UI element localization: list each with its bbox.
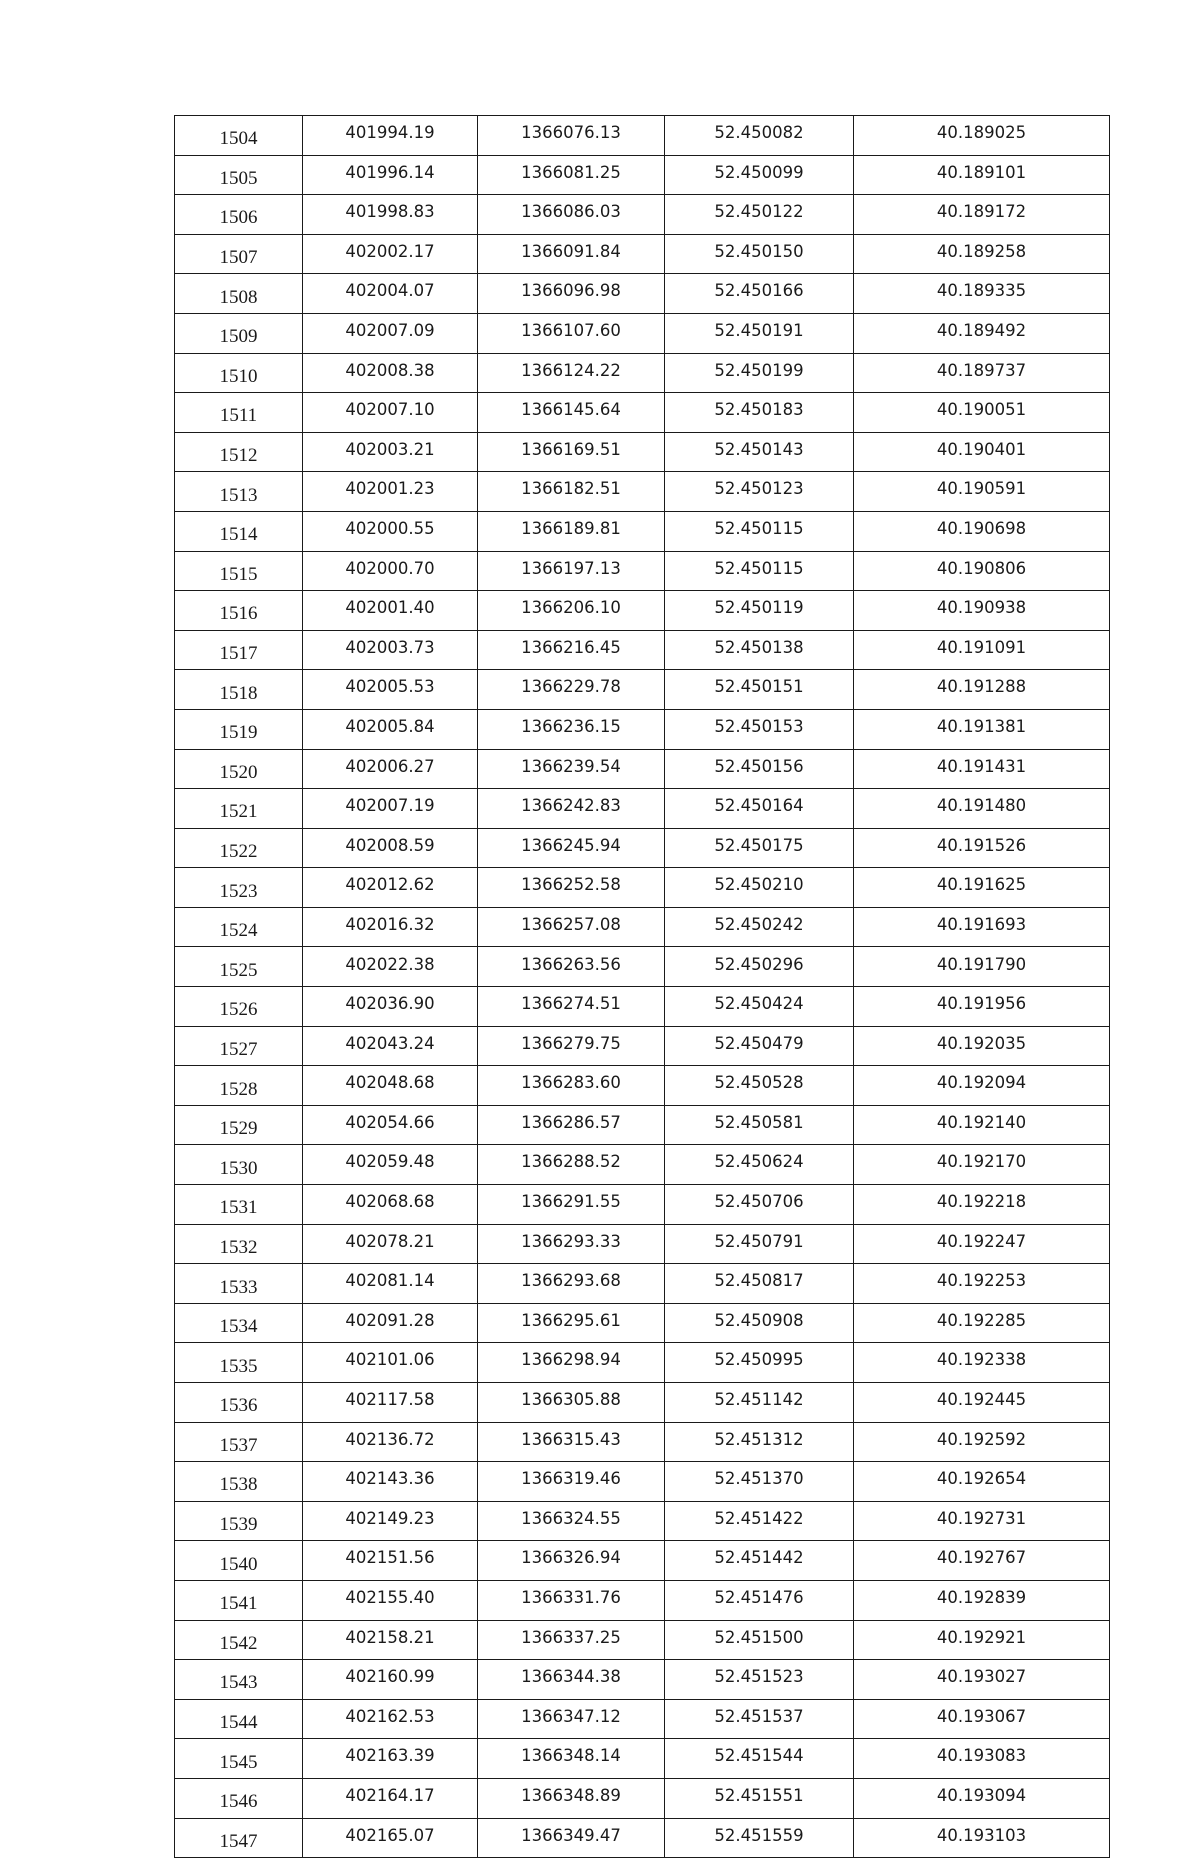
y-coordinate-cell: 1366291.55 [478, 1185, 665, 1225]
longitude-cell: 40.189025 [854, 116, 1110, 156]
x-coordinate-cell: 402091.28 [303, 1303, 478, 1343]
longitude-cell: 40.192285 [854, 1303, 1110, 1343]
latitude-cell: 52.450082 [665, 116, 854, 156]
table-row [175, 1383, 1110, 1423]
table-row [175, 1818, 1110, 1858]
x-coordinate-cell: 402155.40 [303, 1580, 478, 1620]
latitude-cell: 52.450119 [665, 591, 854, 631]
longitude-cell: 40.193094 [854, 1778, 1110, 1818]
table-row [175, 1224, 1110, 1264]
longitude-cell: 40.192140 [854, 1105, 1110, 1145]
table-row [175, 1105, 1110, 1145]
table-row [175, 947, 1110, 987]
latitude-cell: 52.451523 [665, 1660, 854, 1700]
latitude-cell: 52.451422 [665, 1501, 854, 1541]
latitude-cell: 52.450791 [665, 1224, 854, 1264]
table-row [175, 393, 1110, 433]
longitude-cell: 40.192767 [854, 1541, 1110, 1581]
y-coordinate-cell: 1366347.12 [478, 1699, 665, 1739]
point-number-cell: 1537 [175, 1422, 303, 1462]
x-coordinate-cell: 402078.21 [303, 1224, 478, 1264]
table-row [175, 670, 1110, 710]
y-coordinate-cell: 1366096.98 [478, 274, 665, 314]
y-coordinate-cell: 1366182.51 [478, 472, 665, 512]
y-coordinate-cell: 1366245.94 [478, 828, 665, 868]
point-number-cell: 1538 [175, 1462, 303, 1502]
y-coordinate-cell: 1366348.14 [478, 1739, 665, 1779]
latitude-cell: 52.451537 [665, 1699, 854, 1739]
y-coordinate-cell: 1366331.76 [478, 1580, 665, 1620]
y-coordinate-cell: 1366283.60 [478, 1066, 665, 1106]
y-coordinate-cell: 1366229.78 [478, 670, 665, 710]
y-coordinate-cell: 1366319.46 [478, 1462, 665, 1502]
table-row [175, 1264, 1110, 1304]
y-coordinate-cell: 1366288.52 [478, 1145, 665, 1185]
table-row [175, 1501, 1110, 1541]
longitude-cell: 40.191480 [854, 789, 1110, 829]
longitude-cell: 40.191693 [854, 907, 1110, 947]
table-row [175, 1580, 1110, 1620]
longitude-cell: 40.190401 [854, 432, 1110, 472]
x-coordinate-cell: 402016.32 [303, 907, 478, 947]
point-number-cell: 1546 [175, 1778, 303, 1818]
point-number-cell: 1524 [175, 907, 303, 947]
point-number-cell: 1533 [175, 1264, 303, 1304]
latitude-cell: 52.451142 [665, 1383, 854, 1423]
longitude-cell: 40.189172 [854, 195, 1110, 235]
y-coordinate-cell: 1366076.13 [478, 116, 665, 156]
latitude-cell: 52.451442 [665, 1541, 854, 1581]
longitude-cell: 40.191381 [854, 709, 1110, 749]
table-row [175, 868, 1110, 908]
longitude-cell: 40.192035 [854, 1026, 1110, 1066]
point-number-cell: 1539 [175, 1501, 303, 1541]
x-coordinate-cell: 402043.24 [303, 1026, 478, 1066]
point-number-cell: 1517 [175, 630, 303, 670]
table-row [175, 155, 1110, 195]
table-row [175, 1778, 1110, 1818]
y-coordinate-cell: 1366305.88 [478, 1383, 665, 1423]
longitude-cell: 40.190698 [854, 511, 1110, 551]
y-coordinate-cell: 1366344.38 [478, 1660, 665, 1700]
latitude-cell: 52.451476 [665, 1580, 854, 1620]
point-number-cell: 1523 [175, 868, 303, 908]
table-row [175, 313, 1110, 353]
latitude-cell: 52.451544 [665, 1739, 854, 1779]
table-row [175, 551, 1110, 591]
x-coordinate-cell: 402000.55 [303, 511, 478, 551]
y-coordinate-cell: 1366216.45 [478, 630, 665, 670]
y-coordinate-cell: 1366326.94 [478, 1541, 665, 1581]
x-coordinate-cell: 402007.19 [303, 789, 478, 829]
x-coordinate-cell: 402117.58 [303, 1383, 478, 1423]
table-row [175, 749, 1110, 789]
latitude-cell: 52.450156 [665, 749, 854, 789]
point-number-cell: 1522 [175, 828, 303, 868]
latitude-cell: 52.451559 [665, 1818, 854, 1858]
y-coordinate-cell: 1366197.13 [478, 551, 665, 591]
table-row [175, 1185, 1110, 1225]
point-number-cell: 1542 [175, 1620, 303, 1660]
x-coordinate-cell: 402151.56 [303, 1541, 478, 1581]
point-number-cell: 1516 [175, 591, 303, 631]
point-number-cell: 1535 [175, 1343, 303, 1383]
y-coordinate-cell: 1366349.47 [478, 1818, 665, 1858]
coordinates-table [174, 115, 1110, 1858]
latitude-cell: 52.450115 [665, 551, 854, 591]
longitude-cell: 40.192338 [854, 1343, 1110, 1383]
table-row [175, 1660, 1110, 1700]
latitude-cell: 52.450210 [665, 868, 854, 908]
latitude-cell: 52.450153 [665, 709, 854, 749]
point-number-cell: 1509 [175, 313, 303, 353]
point-number-cell: 1521 [175, 789, 303, 829]
table-row [175, 353, 1110, 393]
latitude-cell: 52.451500 [665, 1620, 854, 1660]
longitude-cell: 40.189258 [854, 234, 1110, 274]
table-row [175, 1303, 1110, 1343]
point-number-cell: 1513 [175, 472, 303, 512]
latitude-cell: 52.450151 [665, 670, 854, 710]
longitude-cell: 40.192592 [854, 1422, 1110, 1462]
point-number-cell: 1532 [175, 1224, 303, 1264]
x-coordinate-cell: 402001.23 [303, 472, 478, 512]
table-row [175, 987, 1110, 1027]
latitude-cell: 52.450164 [665, 789, 854, 829]
coordinates-table-body [175, 116, 1110, 1858]
x-coordinate-cell: 402006.27 [303, 749, 478, 789]
latitude-cell: 52.450908 [665, 1303, 854, 1343]
x-coordinate-cell: 402003.21 [303, 432, 478, 472]
table-row [175, 1620, 1110, 1660]
table-row [175, 789, 1110, 829]
point-number-cell: 1536 [175, 1383, 303, 1423]
y-coordinate-cell: 1366239.54 [478, 749, 665, 789]
y-coordinate-cell: 1366286.57 [478, 1105, 665, 1145]
longitude-cell: 40.192654 [854, 1462, 1110, 1502]
point-number-cell: 1514 [175, 511, 303, 551]
y-coordinate-cell: 1366324.55 [478, 1501, 665, 1541]
longitude-cell: 40.190806 [854, 551, 1110, 591]
table-row [175, 1699, 1110, 1739]
longitude-cell: 40.191956 [854, 987, 1110, 1027]
longitude-cell: 40.191288 [854, 670, 1110, 710]
table-row [175, 1026, 1110, 1066]
table-row [175, 234, 1110, 274]
y-coordinate-cell: 1366295.61 [478, 1303, 665, 1343]
point-number-cell: 1512 [175, 432, 303, 472]
x-coordinate-cell: 402005.84 [303, 709, 478, 749]
y-coordinate-cell: 1366081.25 [478, 155, 665, 195]
y-coordinate-cell: 1366169.51 [478, 432, 665, 472]
point-number-cell: 1515 [175, 551, 303, 591]
point-number-cell: 1541 [175, 1580, 303, 1620]
y-coordinate-cell: 1366293.68 [478, 1264, 665, 1304]
y-coordinate-cell: 1366124.22 [478, 353, 665, 393]
point-number-cell: 1527 [175, 1026, 303, 1066]
longitude-cell: 40.190051 [854, 393, 1110, 433]
y-coordinate-cell: 1366315.43 [478, 1422, 665, 1462]
x-coordinate-cell: 402162.53 [303, 1699, 478, 1739]
longitude-cell: 40.192253 [854, 1264, 1110, 1304]
latitude-cell: 52.450199 [665, 353, 854, 393]
x-coordinate-cell: 401998.83 [303, 195, 478, 235]
y-coordinate-cell: 1366107.60 [478, 313, 665, 353]
latitude-cell: 52.450581 [665, 1105, 854, 1145]
latitude-cell: 52.450099 [665, 155, 854, 195]
longitude-cell: 40.192839 [854, 1580, 1110, 1620]
longitude-cell: 40.193067 [854, 1699, 1110, 1739]
latitude-cell: 52.450123 [665, 472, 854, 512]
y-coordinate-cell: 1366274.51 [478, 987, 665, 1027]
table-row [175, 907, 1110, 947]
latitude-cell: 52.451312 [665, 1422, 854, 1462]
longitude-cell: 40.191790 [854, 947, 1110, 987]
longitude-cell: 40.192921 [854, 1620, 1110, 1660]
table-row [175, 1343, 1110, 1383]
latitude-cell: 52.450242 [665, 907, 854, 947]
longitude-cell: 40.191625 [854, 868, 1110, 908]
y-coordinate-cell: 1366279.75 [478, 1026, 665, 1066]
latitude-cell: 52.450166 [665, 274, 854, 314]
y-coordinate-cell: 1366236.15 [478, 709, 665, 749]
x-coordinate-cell: 402136.72 [303, 1422, 478, 1462]
x-coordinate-cell: 401996.14 [303, 155, 478, 195]
x-coordinate-cell: 402158.21 [303, 1620, 478, 1660]
x-coordinate-cell: 402007.10 [303, 393, 478, 433]
point-number-cell: 1530 [175, 1145, 303, 1185]
point-number-cell: 1504 [175, 116, 303, 156]
x-coordinate-cell: 402160.99 [303, 1660, 478, 1700]
latitude-cell: 52.450122 [665, 195, 854, 235]
longitude-cell: 40.192731 [854, 1501, 1110, 1541]
point-number-cell: 1506 [175, 195, 303, 235]
table-row [175, 432, 1110, 472]
point-number-cell: 1525 [175, 947, 303, 987]
longitude-cell: 40.192445 [854, 1383, 1110, 1423]
x-coordinate-cell: 402007.09 [303, 313, 478, 353]
longitude-cell: 40.193083 [854, 1739, 1110, 1779]
point-number-cell: 1508 [175, 274, 303, 314]
x-coordinate-cell: 402081.14 [303, 1264, 478, 1304]
latitude-cell: 52.450115 [665, 511, 854, 551]
longitude-cell: 40.191526 [854, 828, 1110, 868]
x-coordinate-cell: 402059.48 [303, 1145, 478, 1185]
x-coordinate-cell: 402022.38 [303, 947, 478, 987]
x-coordinate-cell: 402101.06 [303, 1343, 478, 1383]
point-number-cell: 1547 [175, 1818, 303, 1858]
table-row [175, 274, 1110, 314]
table-row [175, 1541, 1110, 1581]
latitude-cell: 52.450424 [665, 987, 854, 1027]
y-coordinate-cell: 1366263.56 [478, 947, 665, 987]
y-coordinate-cell: 1366242.83 [478, 789, 665, 829]
point-number-cell: 1531 [175, 1185, 303, 1225]
point-number-cell: 1528 [175, 1066, 303, 1106]
latitude-cell: 52.450143 [665, 432, 854, 472]
point-number-cell: 1511 [175, 393, 303, 433]
x-coordinate-cell: 402163.39 [303, 1739, 478, 1779]
point-number-cell: 1519 [175, 709, 303, 749]
y-coordinate-cell: 1366298.94 [478, 1343, 665, 1383]
table-row [175, 116, 1110, 156]
x-coordinate-cell: 402036.90 [303, 987, 478, 1027]
x-coordinate-cell: 402008.38 [303, 353, 478, 393]
x-coordinate-cell: 402003.73 [303, 630, 478, 670]
y-coordinate-cell: 1366257.08 [478, 907, 665, 947]
point-number-cell: 1545 [175, 1739, 303, 1779]
longitude-cell: 40.192094 [854, 1066, 1110, 1106]
latitude-cell: 52.450175 [665, 828, 854, 868]
point-number-cell: 1544 [175, 1699, 303, 1739]
x-coordinate-cell: 402000.70 [303, 551, 478, 591]
x-coordinate-cell: 402012.62 [303, 868, 478, 908]
x-coordinate-cell: 402164.17 [303, 1778, 478, 1818]
longitude-cell: 40.191431 [854, 749, 1110, 789]
table-row [175, 1739, 1110, 1779]
y-coordinate-cell: 1366348.89 [478, 1778, 665, 1818]
point-number-cell: 1507 [175, 234, 303, 274]
latitude-cell: 52.450150 [665, 234, 854, 274]
longitude-cell: 40.189737 [854, 353, 1110, 393]
point-number-cell: 1510 [175, 353, 303, 393]
x-coordinate-cell: 402001.40 [303, 591, 478, 631]
x-coordinate-cell: 402002.17 [303, 234, 478, 274]
latitude-cell: 52.450183 [665, 393, 854, 433]
x-coordinate-cell: 402068.68 [303, 1185, 478, 1225]
longitude-cell: 40.193103 [854, 1818, 1110, 1858]
table-row [175, 472, 1110, 512]
y-coordinate-cell: 1366293.33 [478, 1224, 665, 1264]
x-coordinate-cell: 402008.59 [303, 828, 478, 868]
latitude-cell: 52.450817 [665, 1264, 854, 1304]
latitude-cell: 52.450706 [665, 1185, 854, 1225]
x-coordinate-cell: 401994.19 [303, 116, 478, 156]
point-number-cell: 1520 [175, 749, 303, 789]
point-number-cell: 1529 [175, 1105, 303, 1145]
point-number-cell: 1540 [175, 1541, 303, 1581]
y-coordinate-cell: 1366337.25 [478, 1620, 665, 1660]
latitude-cell: 52.450296 [665, 947, 854, 987]
table-row [175, 511, 1110, 551]
point-number-cell: 1526 [175, 987, 303, 1027]
table-row [175, 591, 1110, 631]
point-number-cell: 1505 [175, 155, 303, 195]
table-row [175, 1462, 1110, 1502]
table-row [175, 630, 1110, 670]
longitude-cell: 40.189335 [854, 274, 1110, 314]
latitude-cell: 52.450479 [665, 1026, 854, 1066]
y-coordinate-cell: 1366091.84 [478, 234, 665, 274]
longitude-cell: 40.192247 [854, 1224, 1110, 1264]
x-coordinate-cell: 402054.66 [303, 1105, 478, 1145]
longitude-cell: 40.190591 [854, 472, 1110, 512]
table-row [175, 828, 1110, 868]
y-coordinate-cell: 1366252.58 [478, 868, 665, 908]
longitude-cell: 40.189101 [854, 155, 1110, 195]
table-row [175, 1066, 1110, 1106]
table-row [175, 195, 1110, 235]
latitude-cell: 52.450191 [665, 313, 854, 353]
y-coordinate-cell: 1366145.64 [478, 393, 665, 433]
latitude-cell: 52.450528 [665, 1066, 854, 1106]
latitude-cell: 52.450138 [665, 630, 854, 670]
x-coordinate-cell: 402005.53 [303, 670, 478, 710]
point-number-cell: 1518 [175, 670, 303, 710]
point-number-cell: 1543 [175, 1660, 303, 1700]
latitude-cell: 52.450995 [665, 1343, 854, 1383]
point-number-cell: 1534 [175, 1303, 303, 1343]
longitude-cell: 40.190938 [854, 591, 1110, 631]
y-coordinate-cell: 1366189.81 [478, 511, 665, 551]
x-coordinate-cell: 402048.68 [303, 1066, 478, 1106]
longitude-cell: 40.191091 [854, 630, 1110, 670]
x-coordinate-cell: 402004.07 [303, 274, 478, 314]
longitude-cell: 40.189492 [854, 313, 1110, 353]
y-coordinate-cell: 1366206.10 [478, 591, 665, 631]
longitude-cell: 40.192170 [854, 1145, 1110, 1185]
table-row [175, 1145, 1110, 1185]
latitude-cell: 52.450624 [665, 1145, 854, 1185]
x-coordinate-cell: 402165.07 [303, 1818, 478, 1858]
x-coordinate-cell: 402149.23 [303, 1501, 478, 1541]
longitude-cell: 40.193027 [854, 1660, 1110, 1700]
y-coordinate-cell: 1366086.03 [478, 195, 665, 235]
latitude-cell: 52.451370 [665, 1462, 854, 1502]
x-coordinate-cell: 402143.36 [303, 1462, 478, 1502]
latitude-cell: 52.451551 [665, 1778, 854, 1818]
longitude-cell: 40.192218 [854, 1185, 1110, 1225]
table-row [175, 1422, 1110, 1462]
table-row [175, 709, 1110, 749]
